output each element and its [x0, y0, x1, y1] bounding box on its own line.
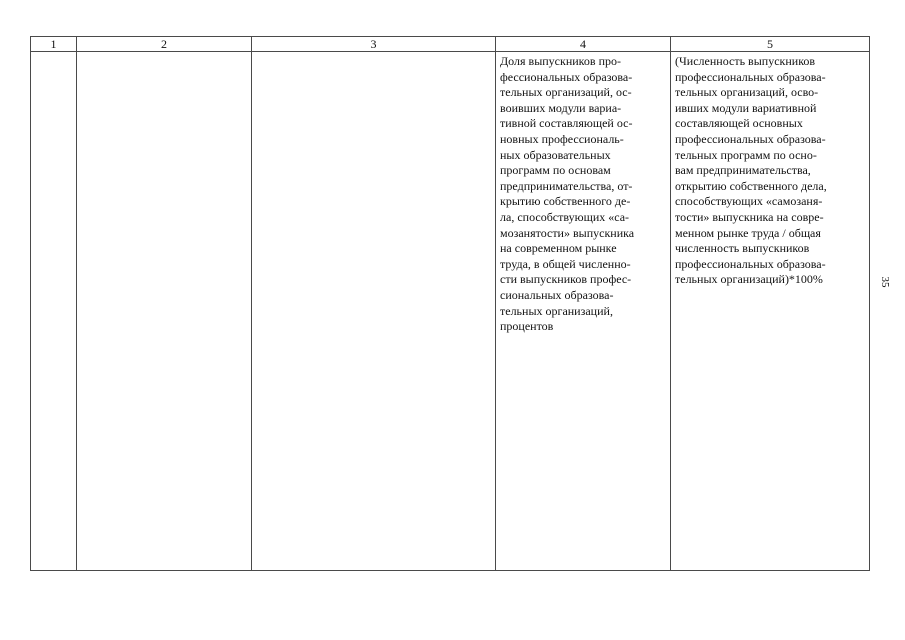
table-row [31, 52, 870, 571]
indicator-name-text: Доля выпускников про- фессиональных образова- тельных организаций, ос- воивших модули вариа- тивной составляющей ос- новных профессиональ- ных образовательных программ по основам предпринимательства, от- крытию собственного де- ла, способствующих «са- мозанятости» выпускника на современном рынке труда, в общей численно- сти выпускников профес- сиональных образова- тельных организаций, процентов [500, 54, 635, 334]
column-number-2: 2 [77, 37, 252, 52]
cell-col1 [31, 52, 77, 571]
column-number-4: 4 [496, 37, 671, 52]
cell-col3 [252, 52, 496, 571]
indicator-table [30, 36, 870, 571]
cell-col2 [77, 52, 252, 571]
indicator-name-cell [496, 52, 671, 571]
cell-col3-text [252, 52, 495, 54]
cell-col1-text [31, 52, 76, 54]
calculation-formula-text: (Численность выпускников профессиональных образова- тельных организаций, осво- ивших модули вариативной составляющей основных профессиональных образова- тельных программ по осно- вам предпринимательства, открытию собственного дела, способствующих «самозаня- тости» выпускника на совре- менном рынке труда / общая численность выпускников профессиональных образова- тельных организаций)*100% [675, 54, 827, 287]
column-number-1: 1 [31, 37, 77, 52]
cell-col2-text [77, 52, 251, 54]
column-number-5: 5 [671, 37, 870, 52]
calculation-formula-cell [671, 52, 870, 571]
page-number: 35 [879, 276, 891, 288]
column-number-3: 3 [252, 37, 496, 52]
column-number-row [31, 37, 870, 52]
